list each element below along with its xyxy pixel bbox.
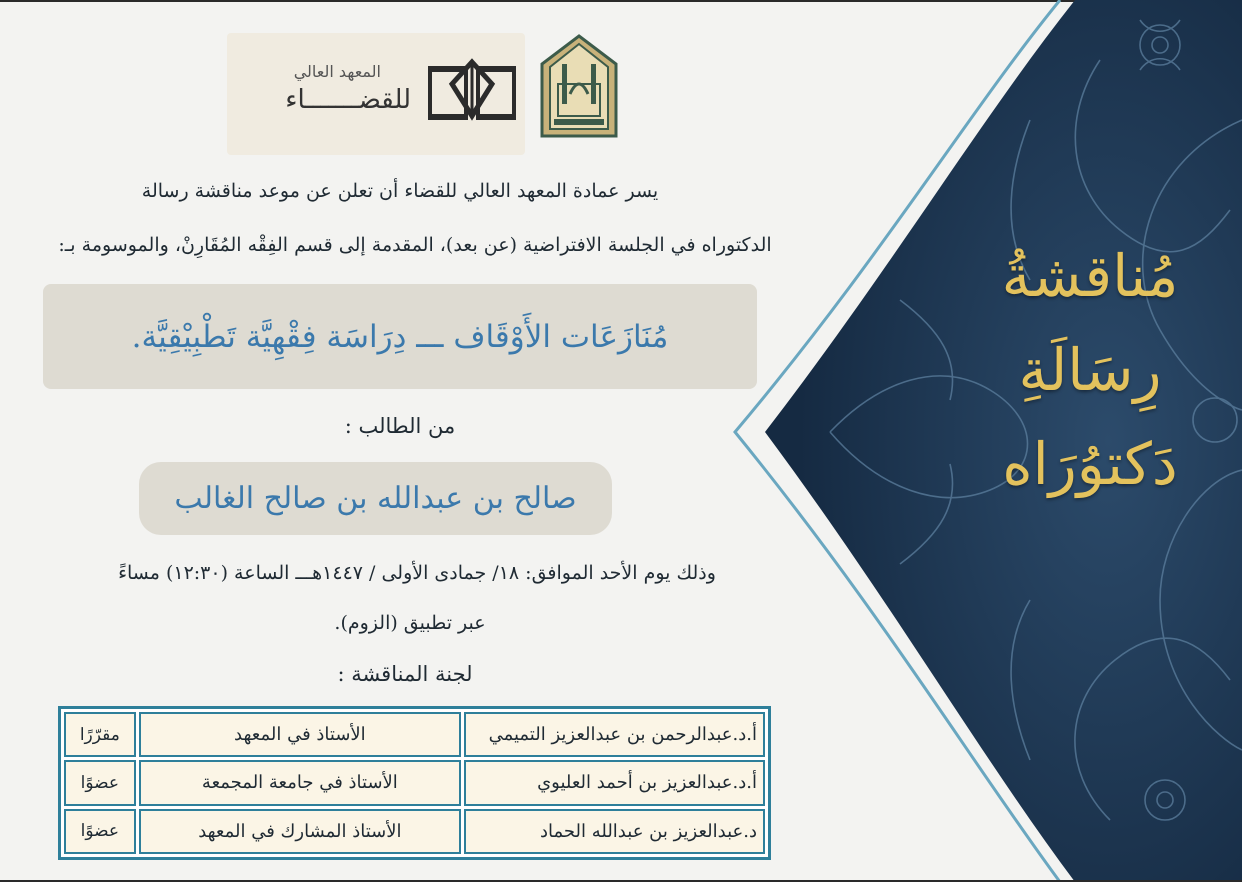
date-line-1: وذلك يوم الأحد الموافق: ١٨/ جمادى الأولى / ١٤٤٧هـــ الساعة (١٢:٣٠) مساءً <box>118 562 716 584</box>
table-row <box>64 712 765 757</box>
intro-line-1: يسر عمادة المعهد العالي للقضاء أن تعلن عن موعد مناقشة رسالة <box>141 180 659 202</box>
student-label: من الطالب : <box>344 414 456 438</box>
member-role: عضوًا <box>64 760 136 805</box>
member-name: أ.د.عبدالرحمن بن عبدالعزيز التميمي <box>464 712 765 757</box>
institute-name-small: المعهد العالي <box>293 62 381 81</box>
panel-title <box>960 230 1220 512</box>
open-book-icon <box>426 58 518 124</box>
member-position: الأستاذ في جامعة المجمعة <box>139 760 461 805</box>
committee-table <box>58 706 771 860</box>
thesis-title: مُنَازَعَات الأَوْقَاف ـــ دِرَاسَة فِقْهِيَّة تَطْبِيْقِيَّة. <box>131 318 669 355</box>
member-role: مقرّرًا <box>64 712 136 757</box>
table-row <box>64 760 765 805</box>
imam-university-seal-icon <box>540 34 618 138</box>
member-position: الأستاذ المشارك في المعهد <box>139 809 461 854</box>
committee-table-grid <box>61 709 768 857</box>
thesis-title-box <box>43 284 757 389</box>
date-line-2: عبر تطبيق (الزوم). <box>334 612 486 634</box>
panel-title-line-3: دَكتوُرَاه <box>1002 429 1178 498</box>
institute-name-big: للقضـــــــاء <box>285 85 411 115</box>
committee-label: لجنة المناقشة : <box>337 662 473 686</box>
intro-line-2: الدكتوراه في الجلسة الافتراضية (عن بعد)، المقدمة إلى قسم الفِقْه المُقَارِنْ، والموسومة بـ: <box>58 234 772 256</box>
student-name: صالح بن عبدالله بن صالح الغالب <box>174 481 577 516</box>
member-role: عضوًا <box>64 809 136 854</box>
panel-title-line-1: مُناقشةُ <box>1001 242 1179 310</box>
panel-title-line-2: رِسَالَةِ <box>1018 335 1162 404</box>
member-name: أ.د.عبدالعزيز بن أحمد العليوي <box>464 760 765 805</box>
table-row <box>64 809 765 854</box>
institute-logo-text <box>235 62 411 122</box>
member-name: د.عبدالعزيز بن عبدالله الحماد <box>464 809 765 854</box>
member-position: الأستاذ في المعهد <box>139 712 461 757</box>
student-name-box <box>139 462 612 535</box>
